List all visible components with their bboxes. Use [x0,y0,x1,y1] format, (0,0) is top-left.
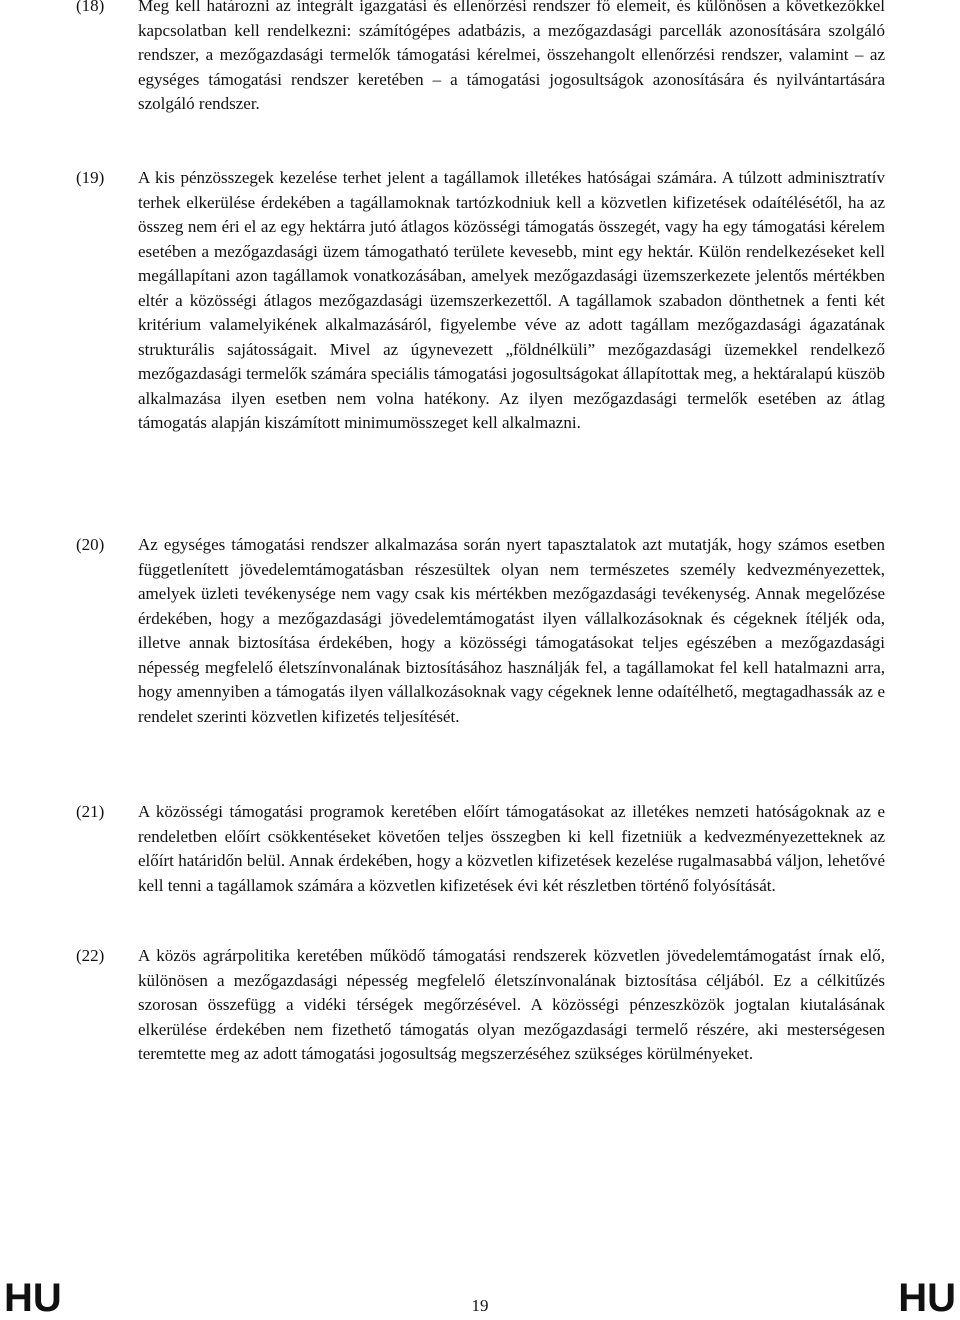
recital-text: Meg kell határozni az integrált igazgatási és ellenőrzési rendszer fő elemeit, és különösen a következőkkel kapcsolatban kell rendelkezni: számítógépes adatbázis, a mezőgazdasági parcellák azonosítására szolgáló rendszer, a mezőgazdasági termelők támogatási kérelmei, összehangolt ellenőrzési rendszer, valamint – az egységes támogatási rendszer keretében – a támogatási jogosultságok azonosítására és nyilvántartására szolgáló rendszer. [138,0,885,113]
recital-number: (20) [76,535,105,554]
recital-number: (18) [76,0,105,15]
recital-number: (22) [76,946,105,965]
recital-number: (19) [76,168,105,187]
page-number: 19 [471,1296,489,1315]
recital-number: (21) [76,802,105,821]
recital-text: A kis pénzösszegek kezelése terhet jelent a tagállamok illetékes hatóságai számára. A túlzott adminisztratív terhek elkerülése érdekében a tagállamoknak tartózkodniuk kell a közvetlen kifizetések odaítélésétől, ha az összeg nem éri el az egy hektárra jutó átlagos közösségi támogatás összegét, vagy ha egy támogatási kérelem esetében a mezőgazdasági üzem támogatható területe kevesebb, mint egy hektár. Külön rendelkezéseket kell megállapítani azon tagállamok vonatkozásában, amelyek mezőgazdasági üzemszerkezete jelentős mértékben eltér a közösségi átlagos mezőgazdasági üzemszerkezettől. A tagállamok szabadon dönthetnek a fenti két kritérium valamelyikének alkalmazásáról, figyelembe véve az adott tagállam mezőgazdasági ágazatának strukturális sajátosságait. Mivel az úgynevezett „földnélküli” mezőgazdasági üzemekkel rendelkező mezőgazdasági termelők számára speciális támogatási jogosultságokat állapítottak meg, a hektáralapú küszöb alkalmazása ilyen esetben nem volna hatékony. Az ilyen mezőgazdasági termelők esetében az átlag támogatás alapján kiszámított minimumösszeget kell alkalmazni. [138,168,885,432]
footer-language-code-left: HU [4,1276,62,1320]
footer-language-code-right: HU [898,1276,956,1320]
recital-text: Az egységes támogatási rendszer alkalmazása során nyert tapasztalatok azt mutatják, hogy számos esetben függetlenített jövedelemtámogatásban részesültek olyan nem természetes személy kedvezményezettek, amelyek üzleti tevékenysége nem vagy csak kis mértékben mezőgazdasági tevékenység. Annak megelőzése érdekében, hogy a mezőgazdasági jövedelemtámogatást ilyen vállalkozásoknak és cégeknek ítéljék oda, illetve annak biztosítása érdekében, hogy a közösségi támogatásokat teljes egészében a mezőgazdasági népesség megfelelő életszínvonalának biztosításához használják fel, a tagállamokat fel kell hatalmazni arra, hogy amennyiben a támogatás ilyen vállalkozásoknak vagy cégeknek lenne odaítélhető, megtagadhassák az e rendelet szerinti közvetlen kifizetés teljesítését. [138,535,885,726]
recital-text: A közös agrárpolitika keretében működő támogatási rendszerek közvetlen jövedelemtámogatást írnak elő, különösen a mezőgazdasági népesség megfelelő életszínvonalának biztosítása céljából. Ez a célkitűzés szorosan összefügg a vidéki térségek megőrzésével. A közösségi pénzeszközök jogtalan kiutalásának elkerülése érdekében nem fizethető támogatás olyan mezőgazdasági termelő részére, aki mesterségesen teremtette meg az adott támogatási jogosultság megszerzéséhez szükséges körülményeket. [138,946,885,1063]
recital-text: A közösségi támogatási programok keretében előírt támogatásokat az illetékes nemzeti hatóságoknak az e rendeletben előírt csökkentéseket követően teljes összegben ki kell fizetniük a kedvezményezetteknek az előírt határidőn belül. Annak érdekében, hogy a közvetlen kifizetések kezelése rugalmasabbá váljon, lehetővé kell tenni a tagállamok számára a közvetlen kifizetések évi két részletben történő folyósítását. [138,802,885,895]
